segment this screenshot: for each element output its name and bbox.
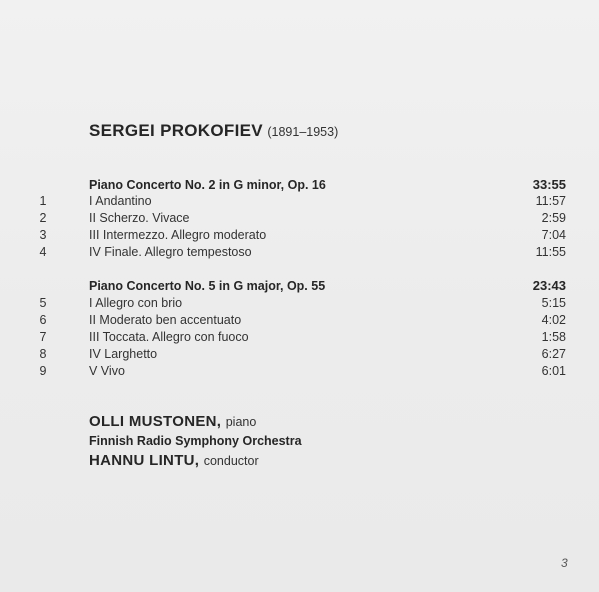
track-number: 7	[39, 330, 47, 344]
work-title: Piano Concerto No. 2 in G minor, Op. 16	[89, 178, 326, 192]
track-duration: 11:55	[535, 245, 566, 259]
track-duration: 6:01	[541, 364, 566, 378]
track-duration: 1:58	[541, 330, 566, 344]
work-total-duration: 23:43	[532, 278, 566, 293]
track-number: 5	[39, 296, 47, 310]
track-duration: 7:04	[541, 228, 566, 242]
track-title: IV Larghetto	[89, 347, 158, 361]
track-title: I Allegro con brio	[89, 296, 183, 310]
track-duration: 11:57	[535, 194, 566, 208]
track-number: 6	[39, 313, 47, 327]
page-number: 3	[561, 556, 568, 570]
composer-name: SERGEI PROKOFIEV	[89, 121, 263, 140]
track-title: III Intermezzo. Allegro moderato	[89, 228, 267, 242]
track-number: 2	[39, 211, 47, 225]
track-title: II Scherzo. Vivace	[89, 211, 190, 225]
track-title: I Andantino	[89, 194, 152, 208]
track-duration: 5:15	[541, 296, 566, 310]
composer-heading	[89, 121, 338, 141]
work-title: Piano Concerto No. 5 in G major, Op. 55	[89, 279, 326, 293]
track-title: II Moderato ben accentuato	[89, 313, 242, 327]
track-row	[0, 313, 599, 330]
track-row	[0, 245, 599, 262]
track-number: 4	[39, 245, 47, 259]
track-title: V Vivo	[89, 364, 125, 378]
track-title: III Toccata. Allegro con fuoco	[89, 330, 249, 344]
track-duration: 4:02	[541, 313, 566, 327]
track-number: 1	[39, 194, 47, 208]
track-row	[0, 211, 599, 228]
track-row	[0, 228, 599, 245]
track-row	[0, 347, 599, 364]
soloist-name: OLLI MUSTONEN,	[89, 413, 222, 430]
orchestra-credit: Finnish Radio Symphony Orchestra	[89, 434, 302, 448]
track-row	[0, 330, 599, 347]
track-row	[0, 364, 599, 381]
conductor-name: HANNU LINTU,	[89, 452, 200, 469]
soloist-role: piano	[225, 415, 257, 429]
track-duration: 2:59	[541, 211, 566, 225]
track-number: 8	[39, 347, 47, 361]
composer-dates: (1891–1953)	[267, 125, 339, 139]
track-row	[0, 296, 599, 313]
soloist-credit	[89, 413, 256, 431]
track-row	[0, 194, 599, 211]
track-duration: 6:27	[541, 347, 566, 361]
conductor-role: conductor	[203, 454, 259, 468]
work-total-duration: 33:55	[532, 177, 566, 192]
conductor-credit	[89, 452, 259, 470]
track-number: 9	[39, 364, 47, 378]
track-number: 3	[39, 228, 47, 242]
track-title: IV Finale. Allegro tempestoso	[89, 245, 252, 259]
